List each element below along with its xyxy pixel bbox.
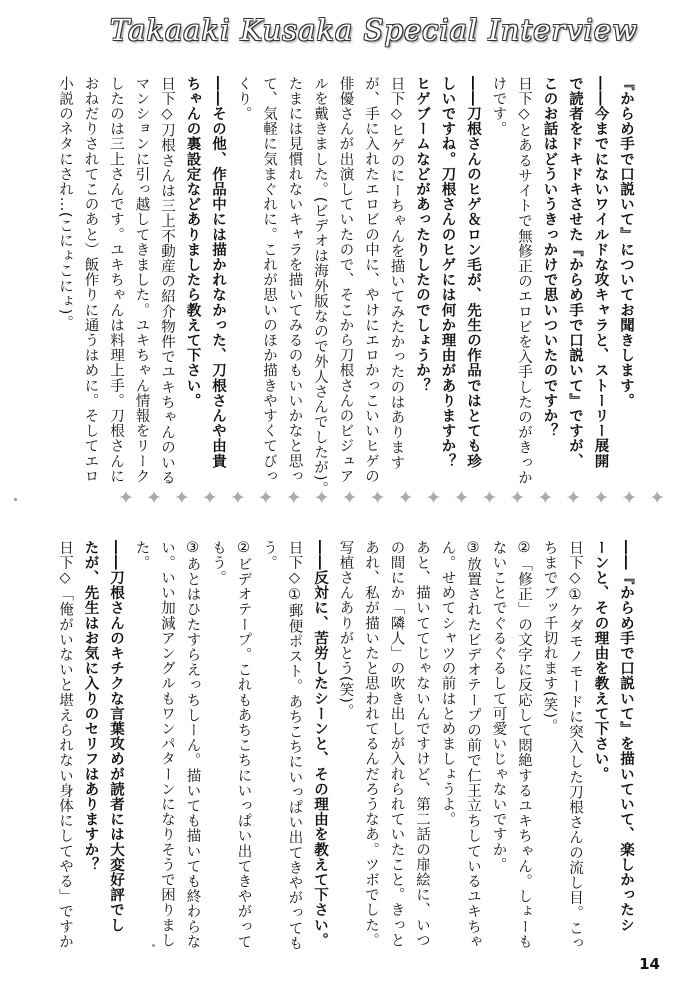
question-line: ちゃんの裏設定などありましたら教えて下さい。	[184, 76, 201, 409]
answer-line: おねだりされてこのあと）飯作りに通うはめに。そしてエロ	[82, 76, 99, 484]
question-line: このお話はどういうきっかけで思いついたのですか？	[541, 76, 558, 439]
answer-line: 日下◇①ケダモノモードに突入した刀根さんの流し目。こっ	[567, 540, 583, 951]
answer-line: くり。	[235, 76, 252, 122]
page-number: 14	[639, 955, 660, 973]
page-title: Takaaki Kusaka Special Interview	[110, 13, 638, 47]
answer-line: 写植さんありがとう(笑)。	[337, 540, 354, 719]
answer-line: 日下◇①郵便ポスト。あちこちにいっぱい出てきやがっても	[286, 540, 303, 951]
question-line: で読者をドキドキさせた『からめ手で口説いて』ですが、	[567, 76, 583, 469]
question-line: ――その他、作品中には描かれなかった、刀根さんや由貴	[210, 76, 226, 469]
question-line: しいですね。刀根さんのヒゲには何か理由がありますか？	[439, 76, 456, 469]
interview-section-top	[57, 76, 638, 497]
answer-line: したのは三上さんです。ユキちゃんは料理上手。刀根さんに	[108, 76, 124, 484]
answer-line: ②ビデオテープ。これもあちこちにいっぱい出てきやがって	[235, 540, 252, 950]
question-line: ヒゲブームなどがあったりしたのでしょうか？	[414, 76, 430, 394]
question-line: 『からめ手で口説いて』についてお聞きします。	[618, 76, 634, 409]
answer-line: 俳優さんが出演していたので、そこから刀根さんのビジュア	[337, 76, 354, 484]
answer-line: ん。せめてシャツの前はとめましょうよ。	[439, 540, 456, 827]
answer-line: て、気軽に気まぐれに。これが思いのほか描きやすくてびっ	[261, 76, 277, 484]
answer-line: の間にか「隣人」の吹き出しが入れられていたこと。きっと	[388, 540, 405, 948]
answer-line: もう。	[210, 540, 226, 586]
answer-line: が、手に入れたエロビの中に、やけにエロかっこいいヒゲの	[363, 76, 379, 484]
answer-line: 日下◇刀根さんは三上不動産の紹介物件でユキちゃんのいる	[159, 76, 175, 486]
answer-line: ③放置されたビデオテープの前で仁王立ちしているユキちゃ	[465, 540, 481, 950]
answer-line: 日下◇とあるサイトで無修正のエロビを入手したのがきっか	[516, 76, 532, 486]
section-divider: ✦ ✦ ✦ ✦ ✦ ✦ ✦ ✦ ✦ ✦ ✦ ✦ ✦ ✦ ✦ ✦ ✦ ✦ ✦ ✦	[118, 487, 669, 509]
question-line: ――刀根さんのキチクな言葉攻めが読者には大変好評でし	[108, 540, 124, 933]
question-line: たが、先生はお気に入りのセリフはありますか？	[82, 540, 99, 873]
answer-line: 小説のネタにされ…(こにょこにょ)。	[57, 76, 73, 331]
answer-line: た。	[133, 540, 150, 571]
question-line: ――刀根さんのヒゲ＆ロン毛が、先生の作品ではとても珍	[465, 76, 481, 469]
question-line: ――『からめ手で口説いて』を描いていて、楽しかったシ	[618, 540, 634, 933]
answer-line: い。いい加減アングルもワンパターンになりそうで困りまし	[159, 540, 175, 948]
answer-line: けです。	[490, 76, 507, 137]
answer-line: マンションに引っ越してきました。ユキちゃん情報をリーク	[133, 76, 150, 484]
answer-line: ないことでぐるぐるして可愛いじゃないですか。	[490, 540, 507, 873]
answer-line: あと、描いててじゃないんですけど、第二話の扉絵に、いつ	[414, 540, 430, 948]
question-line: ――反対に、苦労したシーンと、その理由を教えて下さい。	[312, 540, 328, 948]
answer-line: う。	[261, 540, 277, 571]
interview-section-bottom	[57, 540, 638, 951]
answer-line: ルを戴きました。(ビデオは海外版なので外人さんでしたが)。	[312, 76, 328, 497]
answer-line: ③あとはひたすらえっちしーん。描いても描いても終わらな	[184, 540, 201, 950]
question-line: ――今までにないワイルドな攻キャラと、ストーリー展開	[592, 76, 609, 469]
answer-line: 日下◇ヒゲのにーちゃんを描いてみたかったのはあります	[388, 76, 405, 471]
answer-line: ②「修正」の文字に反応して悶絶するユキちゃん。しょーも	[516, 540, 532, 950]
scan-speck	[14, 498, 17, 501]
answer-line: 日下◇「俺がいないと堪えられない身体にしてやる」ですか	[57, 540, 73, 950]
question-line: ーンと、その理由を教えて下さい。	[592, 540, 609, 782]
answer-line: たまには見慣れないキャラを描いてみるのもいいかなと思っ	[286, 76, 303, 484]
scan-speck	[152, 944, 155, 947]
answer-line: あれ、私が描いたと思われてるんだろうなあ。ツボでした。	[363, 540, 379, 948]
answer-line: ちまでブッ千切れます(笑)。	[541, 540, 558, 734]
